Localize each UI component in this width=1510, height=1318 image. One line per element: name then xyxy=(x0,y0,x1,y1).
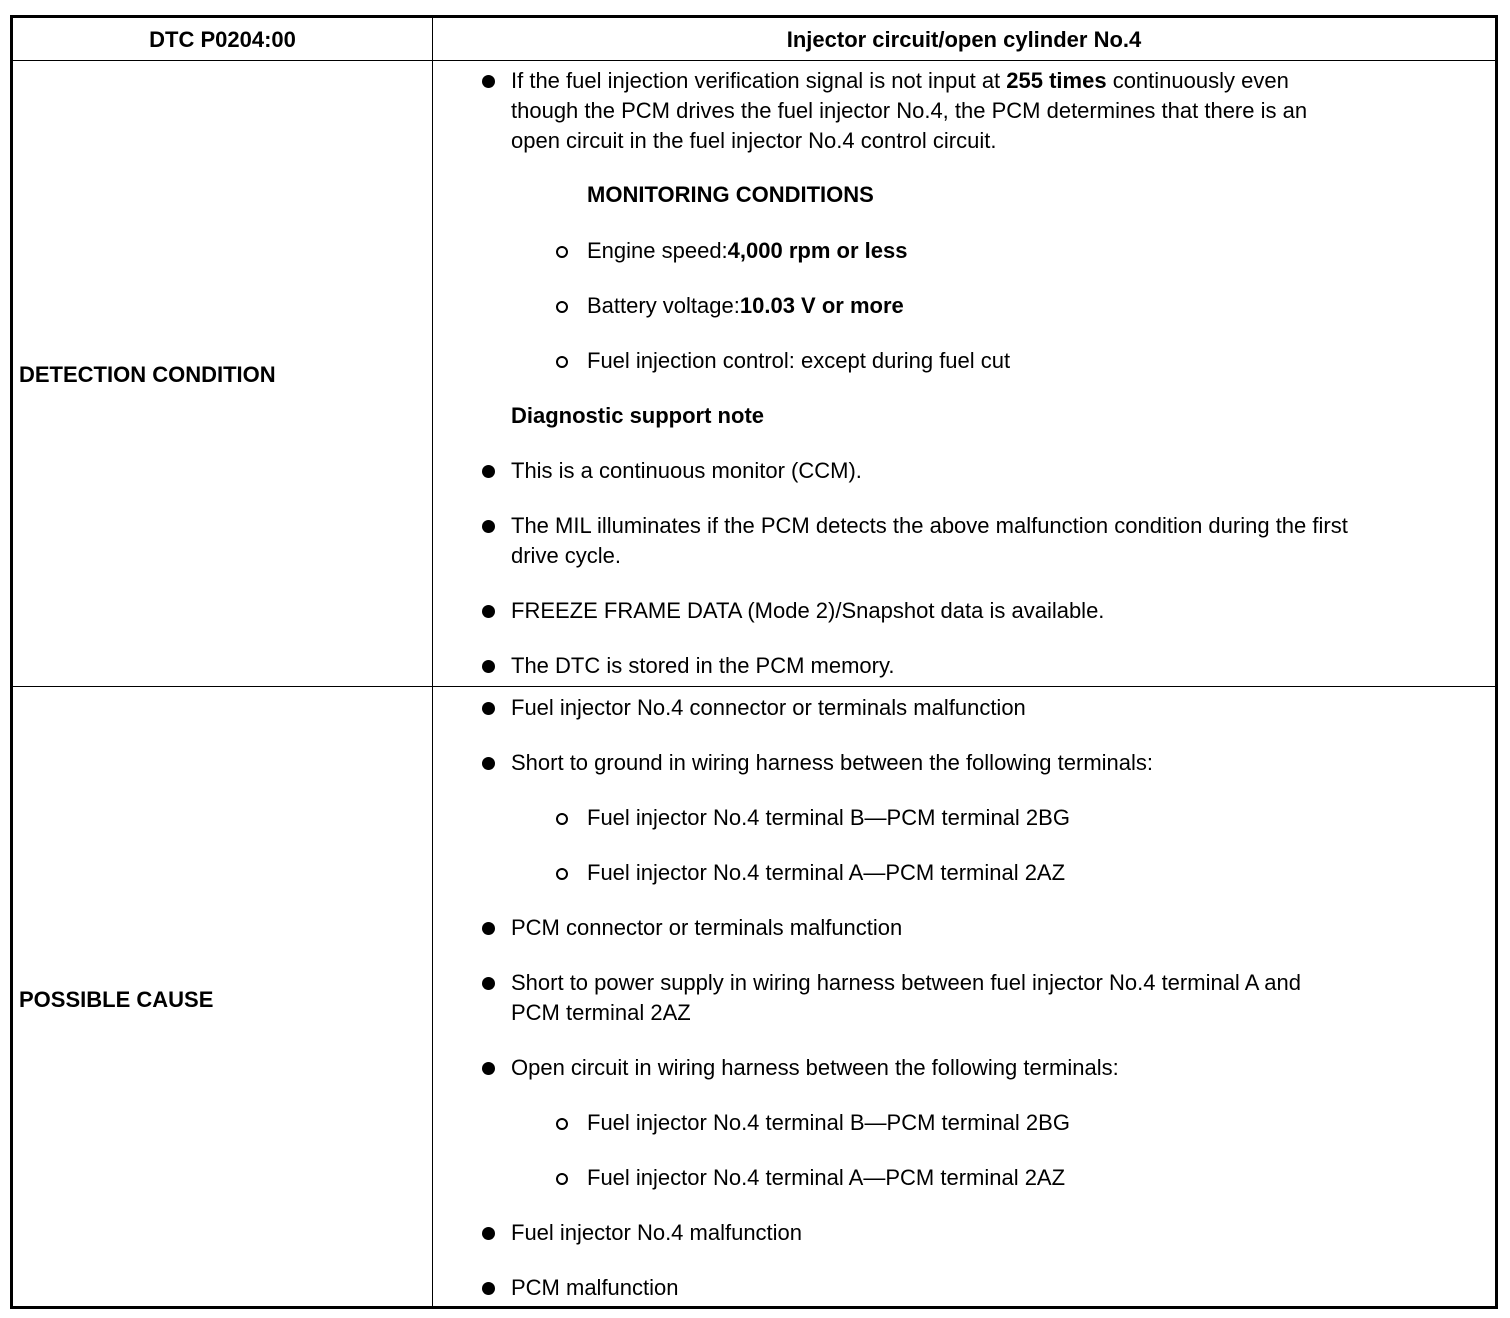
dtc-title: Injector circuit/open cylinder No.4 xyxy=(786,26,1142,52)
cause-item-continued: PCM terminal 2AZ xyxy=(511,1000,691,1025)
bullet-icon xyxy=(482,605,495,618)
bullet-icon xyxy=(482,1227,495,1240)
bullet-icon xyxy=(482,922,495,935)
circle-bullet-icon xyxy=(556,301,568,313)
circle-bullet-icon xyxy=(556,1173,568,1185)
cause-item: Fuel injector No.4 connector or terminals malfunction xyxy=(511,695,1026,720)
bullet-icon xyxy=(482,660,495,673)
monitoring-item: Fuel injection control: except during fuel cut xyxy=(587,348,1011,373)
circle-bullet-icon xyxy=(556,813,568,825)
bullet-icon xyxy=(482,757,495,770)
circle-bullet-icon xyxy=(556,868,568,880)
support-note: FREEZE FRAME DATA (Mode 2)/Snapshot data is available. xyxy=(511,598,1105,623)
cause-item: Short to power supply in wiring harness between fuel injector No.4 terminal A and xyxy=(511,970,1301,995)
bullet-icon xyxy=(482,520,495,533)
possible-cause-label: POSSIBLE CAUSE xyxy=(19,987,214,1012)
bullet-icon xyxy=(482,702,495,715)
detection-intro-line-2: though the PCM drives the fuel injector No.4, the PCM determines that there is an xyxy=(511,98,1308,123)
cause-sub-item: Fuel injector No.4 terminal A—PCM terminal 2AZ xyxy=(587,860,1066,885)
dtc-table xyxy=(10,15,1498,1309)
circle-bullet-icon xyxy=(556,246,568,258)
bullet-icon xyxy=(482,1062,495,1075)
circle-bullet-icon xyxy=(556,356,568,368)
row-divider xyxy=(13,686,1495,687)
support-note: The DTC is stored in the PCM memory. xyxy=(511,653,895,678)
support-note-continued: drive cycle. xyxy=(511,543,622,568)
dtc-code: DTC P0204:00 xyxy=(149,26,296,52)
detection-intro-line-1: If the fuel injection verification signal is not input at 255 times continuously even xyxy=(511,68,1289,93)
cause-item: PCM malfunction xyxy=(511,1275,679,1300)
cause-sub-item: Fuel injector No.4 terminal B—PCM terminal 2BG xyxy=(587,805,1070,830)
cause-sub-item: Fuel injector No.4 terminal B—PCM terminal 2BG xyxy=(587,1110,1070,1135)
cause-sub-item: Fuel injector No.4 terminal A—PCM terminal 2AZ xyxy=(587,1165,1066,1190)
bullet-icon xyxy=(482,465,495,478)
monitoring-conditions-heading: MONITORING CONDITIONS xyxy=(587,182,874,207)
bullet-icon xyxy=(482,75,495,88)
cause-item: Short to ground in wiring harness between the following terminals: xyxy=(511,750,1154,775)
cause-item: Open circuit in wiring harness between the following terminals: xyxy=(511,1055,1119,1080)
cause-item: Fuel injector No.4 malfunction xyxy=(511,1220,803,1245)
column-divider xyxy=(432,18,433,1306)
monitoring-item: Engine speed:4,000 rpm or less xyxy=(587,238,908,263)
cause-item: PCM connector or terminals malfunction xyxy=(511,915,903,940)
support-note: The MIL illuminates if the PCM detects the above malfunction condition during the first xyxy=(511,513,1348,538)
monitoring-item: Battery voltage:10.03 V or more xyxy=(587,293,904,318)
diagnostic-support-heading: Diagnostic support note xyxy=(511,403,764,428)
support-note: This is a continuous monitor (CCM). xyxy=(511,458,862,483)
circle-bullet-icon xyxy=(556,1118,568,1130)
detection-condition-label: DETECTION CONDITION xyxy=(19,362,276,387)
bullet-icon xyxy=(482,1282,495,1295)
detection-intro-line-3: open circuit in the fuel injector No.4 control circuit. xyxy=(511,128,997,153)
bullet-icon xyxy=(482,977,495,990)
